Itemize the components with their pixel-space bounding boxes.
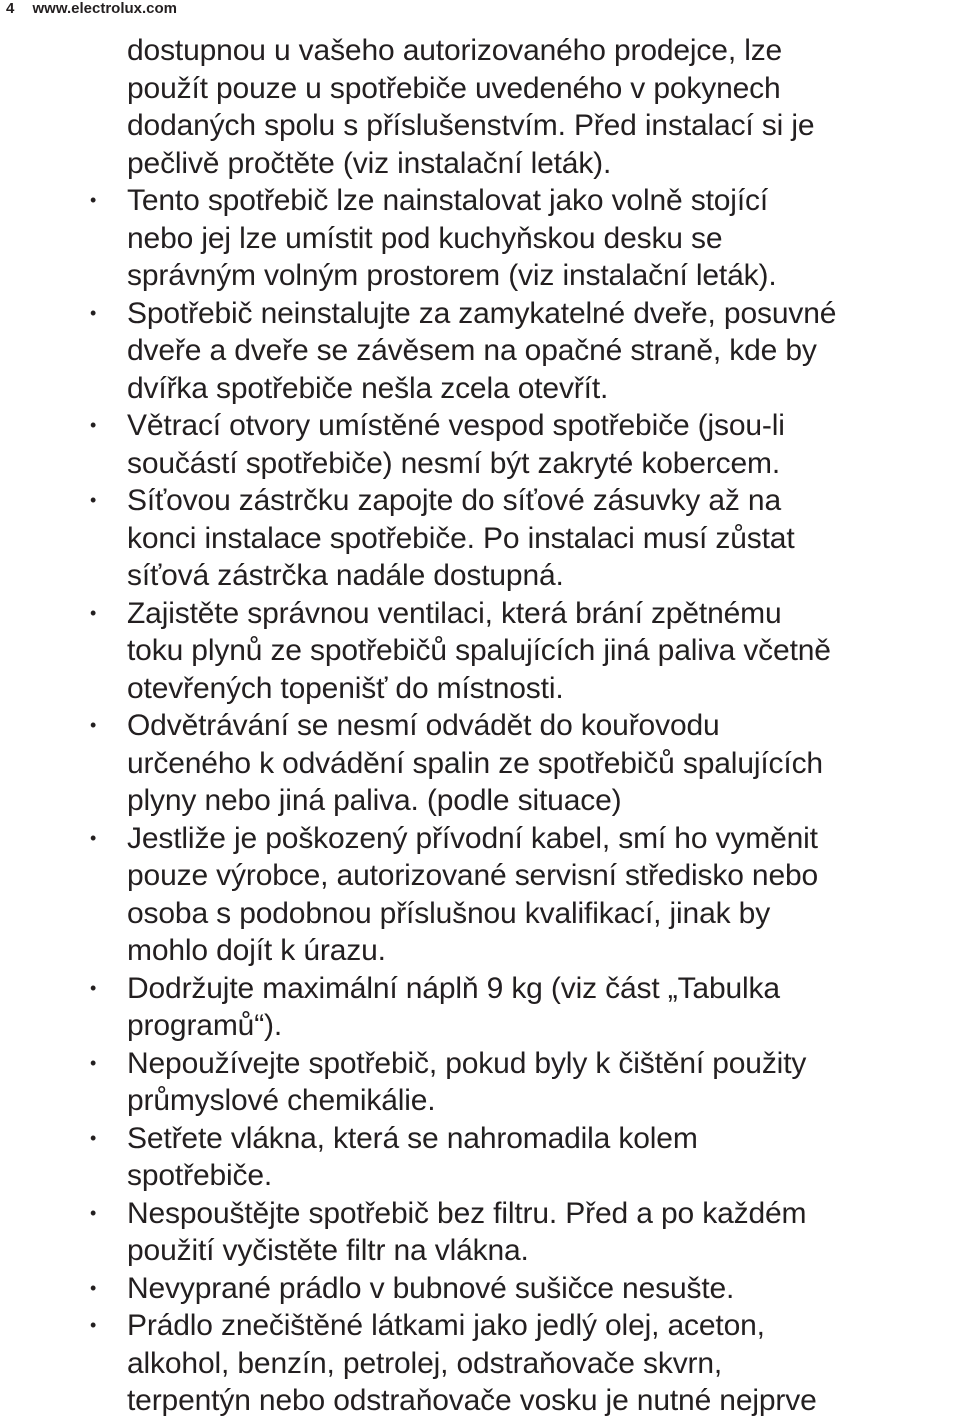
- list-item: [90, 182, 956, 295]
- bullet-icon: •: [90, 490, 97, 510]
- list-item: [90, 595, 956, 708]
- list-item-text: Odvětrávání se nesmí odvádět do kouřovodu určeného k odvádění spalin ze spotřebičů spalujících plyny nebo jiná paliva. (podle situace): [127, 709, 823, 817]
- list-item: [90, 295, 956, 408]
- bullet-icon: •: [90, 415, 97, 435]
- list-item: [90, 482, 956, 595]
- bullet-icon: •: [90, 1127, 97, 1148]
- list-item: [90, 1195, 956, 1270]
- bullet-icon: •: [90, 715, 97, 735]
- document-body: [90, 32, 956, 1420]
- safety-instruction-list: [90, 182, 956, 1420]
- bullet-icon: •: [90, 602, 97, 623]
- page-number: 4: [6, 0, 15, 17]
- list-item-text: Zajistěte správnou ventilaci, která brání zpětnému toku plynů ze spotřebičů spalujících jiná paliva včetně otevřených topenišť do místnosti.: [127, 596, 831, 705]
- intro-paragraph: dostupnou u vašeho autorizovaného prodejce, lze použít pouze u spotřebiče uvedeného v pokynech dodaných spolu s příslušenstvím. Před instalací si je pečlivě pročtěte (viz instalační leták).: [127, 34, 815, 180]
- list-item-text: Síťovou zástrčku zapojte do síťové zásuvky až na konci instalace spotřebiče. Po instalaci musí zůstat síťová zástrčka nadále dostupná.: [127, 484, 795, 592]
- list-item-text: Setřete vlákna, která se nahromadila kolem spotřebiče.: [127, 1121, 698, 1192]
- bullet-icon: •: [90, 1202, 97, 1223]
- list-item: [90, 1120, 956, 1195]
- list-item-text: Nevyprané prádlo v bubnové sušičce nesušte.: [127, 1271, 735, 1305]
- list-item-text: Nespouštějte spotřebič bez filtru. Před a po každém použití vyčistěte filtr na vlákna.: [127, 1196, 807, 1267]
- list-item: [90, 1307, 956, 1420]
- bullet-icon: •: [90, 1052, 97, 1073]
- bullet-icon: •: [90, 827, 97, 848]
- list-item: [90, 707, 956, 820]
- bullet-icon: •: [90, 302, 97, 323]
- website-url: www.electrolux.com: [32, 0, 178, 17]
- list-item: [90, 970, 956, 1045]
- list-item: [90, 407, 956, 482]
- list-item: [90, 1270, 956, 1308]
- list-item-text: Nepoužívejte spotřebič, pokud byly k čištění použity průmyslové chemikálie.: [127, 1046, 807, 1117]
- bullet-icon: •: [90, 977, 97, 998]
- list-item: [90, 820, 956, 970]
- list-item-text: Prádlo znečištěné látkami jako jedlý olej, aceton, alkohol, benzín, petrolej, odstraňovače skvrn, terpentýn nebo odstraňovače vosku je nutné nejprve: [127, 1309, 817, 1417]
- list-item-text: Jestliže je poškozený přívodní kabel, smí ho vyměnit pouze výrobce, autorizované servisní středisko nebo osoba s podobnou příslušnou kvalifikací, jinak by mohlo dojít k úrazu.: [127, 821, 819, 967]
- bullet-icon: •: [90, 1277, 97, 1298]
- list-item-text: Dodržujte maximální náplň 9 kg (viz část „Tabulka programů“).: [127, 971, 780, 1042]
- list-item: [90, 1045, 956, 1120]
- list-item-text: Tento spotřebič lze nainstalovat jako volně stojící nebo jej lze umístit pod kuchyňskou desku se správným volným prostorem (viz instalační leták).: [127, 184, 777, 292]
- list-item-text: Spotřebič neinstalujte za zamykatelné dveře, posuvné dveře a dveře se závěsem na opačné straně, kde by dvířka spotřebiče nešla zcela otevřít.: [127, 296, 837, 405]
- page-header: [6, 0, 177, 20]
- bullet-icon: •: [90, 1315, 97, 1335]
- bullet-icon: •: [90, 190, 97, 210]
- list-item-text: Větrací otvory umístěné vespod spotřebiče (jsou-li součástí spotřebiče) nesmí být zakryté kobercem.: [127, 409, 785, 480]
